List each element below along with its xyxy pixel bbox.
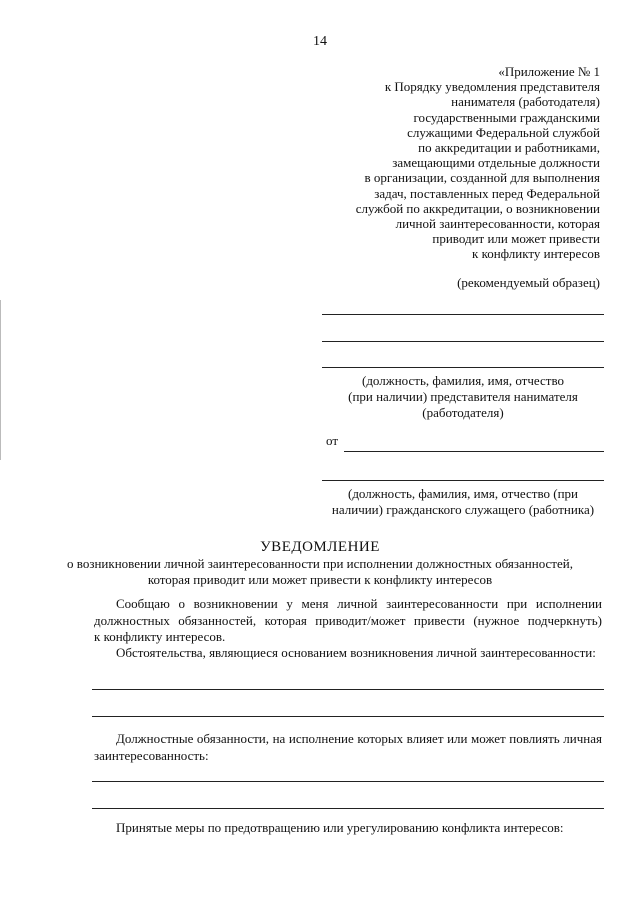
sender-caption (318, 486, 608, 518)
report-paragraph (94, 596, 602, 646)
duties-fill-line[interactable] (92, 808, 604, 809)
notice-title: УВЕДОМЛЕНИЕ (260, 539, 380, 555)
page-number: 14 (313, 34, 327, 49)
appendix-line: государственными гражданскими (413, 109, 600, 125)
caption-line: (должность, фамилия, имя, отчество (361, 373, 564, 388)
paragraph-line: Обстоятельства, являющиеся основанием возникновения личной заинтересованности: (116, 645, 596, 660)
recipient-caption (322, 373, 604, 421)
circumstances-fill-line[interactable] (92, 689, 604, 690)
appendix-line: службой по аккредитации, о возникновении (355, 200, 600, 216)
from-label: от (326, 433, 339, 448)
paragraph-line: Принятые меры по предотвращению или урегулированию конфликта интересов: (116, 820, 564, 835)
appendix-line: замещающими отдельные должности (392, 155, 600, 171)
recipient-fill-line[interactable] (322, 367, 604, 368)
recipient-fill-line[interactable] (322, 314, 604, 315)
appendix-line: к Порядку уведомления представителя (384, 79, 600, 95)
appendix-line: по аккредитации и работниками, (418, 140, 600, 156)
sender-fill-line[interactable] (344, 451, 604, 452)
subtitle-line: которая приводит или может привести к конфликту интересов (147, 572, 493, 587)
caption-line: (работодателя) (422, 405, 504, 420)
caption-line: (должность, фамилия, имя, отчество (при (347, 486, 578, 501)
notice-subtitle (0, 556, 640, 588)
appendix-header (300, 64, 600, 262)
paragraph-line: Должностные обязанности, на исполнение которых влияет или может повлиять личная (116, 731, 602, 746)
appendix-line: нанимателя (работодателя) (451, 94, 600, 110)
scan-edge-mark (0, 300, 1, 460)
appendix-line: «Приложение № 1 (498, 64, 600, 79)
paragraph-line: должностных обязанностей, которая приводит/может привести (нужное подчеркнуть) (94, 612, 602, 628)
appendix-line: к конфликту интересов (472, 246, 600, 262)
paragraph-line: заинтересованность: (94, 747, 209, 763)
duties-fill-line[interactable] (92, 781, 604, 782)
duties-paragraph (94, 731, 602, 764)
caption-line: наличии) гражданского служащего (работника) (331, 502, 595, 517)
sender-fill-line[interactable] (322, 480, 604, 481)
paragraph-line: к конфликту интересов. (94, 629, 226, 644)
circumstances-paragraph (94, 645, 602, 662)
appendix-line: приводит или может привести (432, 231, 600, 247)
appendix-line: личной заинтересованности, которая (395, 216, 600, 232)
sample-note: (рекомендуемый образец) (457, 275, 600, 290)
appendix-line: в организации, созданной для выполнения (364, 170, 600, 186)
paragraph-line: Сообщаю о возникновении у меня личной заинтересованности при исполнении (116, 596, 602, 611)
appendix-line: задач, поставленных перед Федеральной (374, 185, 600, 201)
appendix-line: служащими Федеральной службой (407, 124, 600, 140)
recipient-fill-line[interactable] (322, 341, 604, 342)
caption-line: (при наличии) представителя нанимателя (348, 389, 578, 404)
measures-paragraph (94, 820, 602, 837)
circumstances-fill-line[interactable] (92, 716, 604, 717)
subtitle-line: о возникновении личной заинтересованности при исполнении должностных обязанностей, (67, 556, 573, 571)
